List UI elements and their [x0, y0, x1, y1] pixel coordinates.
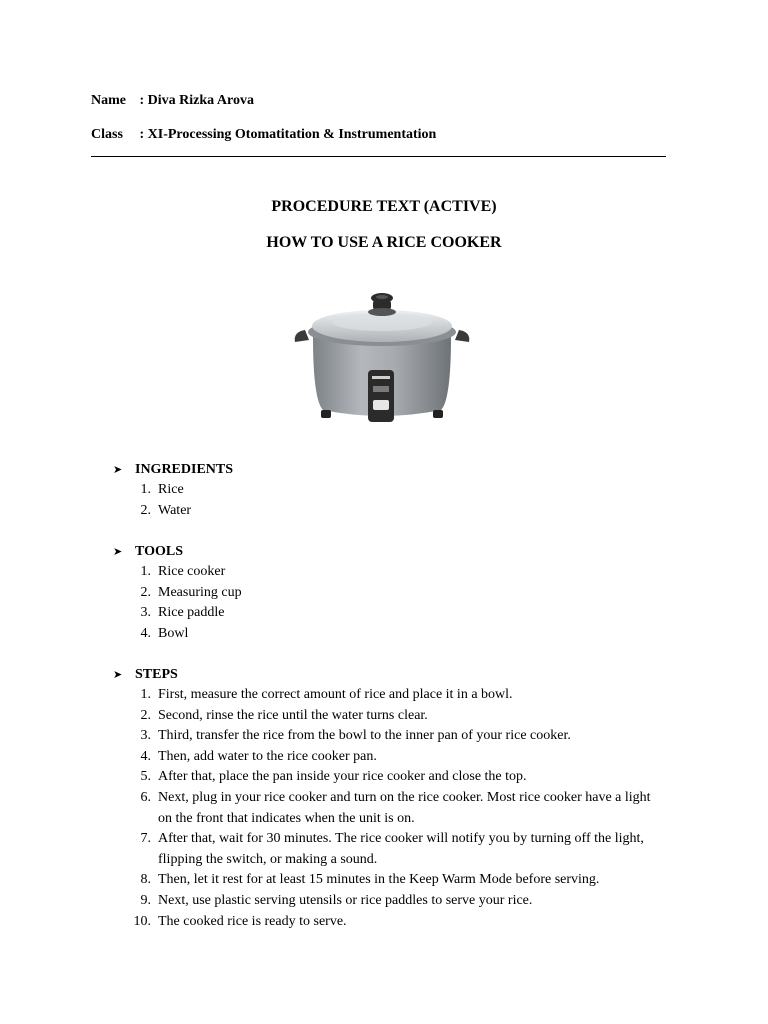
step-item — [113, 747, 668, 768]
step-number: 6. — [140, 789, 151, 805]
step-item — [113, 829, 668, 870]
left-handle — [295, 330, 309, 342]
steps-heading — [113, 665, 668, 685]
ingredients-list — [113, 480, 668, 521]
step-item — [113, 870, 668, 891]
item-number: 2. — [140, 584, 151, 600]
step-number: 9. — [140, 892, 151, 908]
name-line — [91, 93, 254, 109]
steps-section — [113, 665, 668, 932]
step-number: 4. — [140, 748, 151, 764]
step-number: 5. — [140, 769, 151, 785]
tools-heading-text: TOOLS — [135, 544, 183, 559]
step-text: Third, transfer the rice from the bowl to the inner pan of your rice cooker. — [158, 728, 571, 744]
step-text: After that, wait for 30 minutes. The rice cooker will notify you by turning off the light, flipping the switch, or making a sound. — [158, 831, 644, 867]
item-text: Measuring cup — [158, 584, 242, 600]
foot — [433, 410, 443, 418]
arrow-bullet-icon: ➤ — [113, 545, 123, 558]
class-label: Class — [91, 127, 123, 142]
step-text: Next, use plastic serving utensils or rice paddles to serve your rice. — [158, 892, 533, 908]
step-text: Then, add water to the rice cooker pan. — [158, 748, 377, 764]
step-number: 1. — [140, 687, 151, 702]
ingredients-heading-text: INGREDIENTS — [135, 462, 234, 477]
list-item — [113, 501, 668, 522]
item-number: 4. — [140, 625, 151, 641]
rice-cooker-image — [291, 282, 473, 430]
name-value: : Diva Rizka Arova — [139, 93, 254, 108]
item-text: Bowl — [158, 625, 189, 641]
step-text: Second, rinse the rice until the water turns clear. — [158, 707, 428, 723]
arrow-bullet-icon: ➤ — [113, 668, 123, 681]
steps-heading-text: STEPS — [135, 667, 178, 682]
item-text: Rice cooker — [158, 564, 226, 579]
step-item — [113, 726, 668, 747]
item-text: Rice — [158, 482, 184, 497]
step-number: 10. — [133, 913, 151, 929]
right-handle — [455, 330, 469, 342]
list-item — [113, 583, 668, 604]
ingredients-heading — [113, 460, 668, 480]
step-item — [113, 685, 668, 706]
list-item — [113, 624, 668, 645]
step-text: First, measure the correct amount of rice and place it in a bowl. — [158, 687, 513, 702]
step-text: The cooked rice is ready to serve. — [158, 913, 347, 929]
step-number: 3. — [140, 728, 151, 744]
ingredients-section — [113, 460, 668, 521]
step-item — [113, 912, 668, 933]
item-number: 1. — [140, 564, 151, 579]
step-text: Next, plug in your rice cooker and turn on the rice cooker. Most rice cooker have a light on the front that indicates when the unit is on. — [158, 789, 651, 826]
step-item — [113, 706, 668, 727]
item-text: Rice paddle — [158, 605, 225, 621]
foot — [321, 410, 331, 418]
item-number: 3. — [140, 605, 151, 621]
step-item — [113, 891, 668, 912]
tools-section — [113, 542, 668, 644]
step-number: 7. — [140, 831, 151, 847]
item-number: 2. — [140, 502, 151, 518]
list-item — [113, 603, 668, 624]
item-text: Water — [158, 502, 192, 518]
class-value: : XI-Processing Otomatitation & Instrumentation — [139, 127, 437, 142]
document-title: PROCEDURE TEXT (ACTIVE) — [271, 198, 497, 215]
step-text: After that, place the pan inside your rice cooker and close the top. — [158, 769, 527, 785]
step-text: Then, let it rest for at least 15 minutes in the Keep Warm Mode before serving. — [158, 872, 600, 888]
step-item — [113, 767, 668, 788]
header-divider — [91, 156, 666, 157]
step-number: 8. — [140, 872, 151, 888]
class-line — [91, 127, 436, 143]
tools-heading — [113, 542, 668, 562]
name-label: Name — [91, 93, 126, 108]
steps-list — [113, 685, 668, 932]
item-number: 1. — [140, 482, 151, 497]
list-item — [113, 562, 668, 583]
arrow-bullet-icon: ➤ — [113, 463, 123, 476]
step-number: 2. — [140, 707, 151, 723]
tools-list — [113, 562, 668, 644]
step-item — [113, 788, 668, 829]
document-subtitle: HOW TO USE A RICE COOKER — [266, 234, 502, 251]
list-item — [113, 480, 668, 501]
